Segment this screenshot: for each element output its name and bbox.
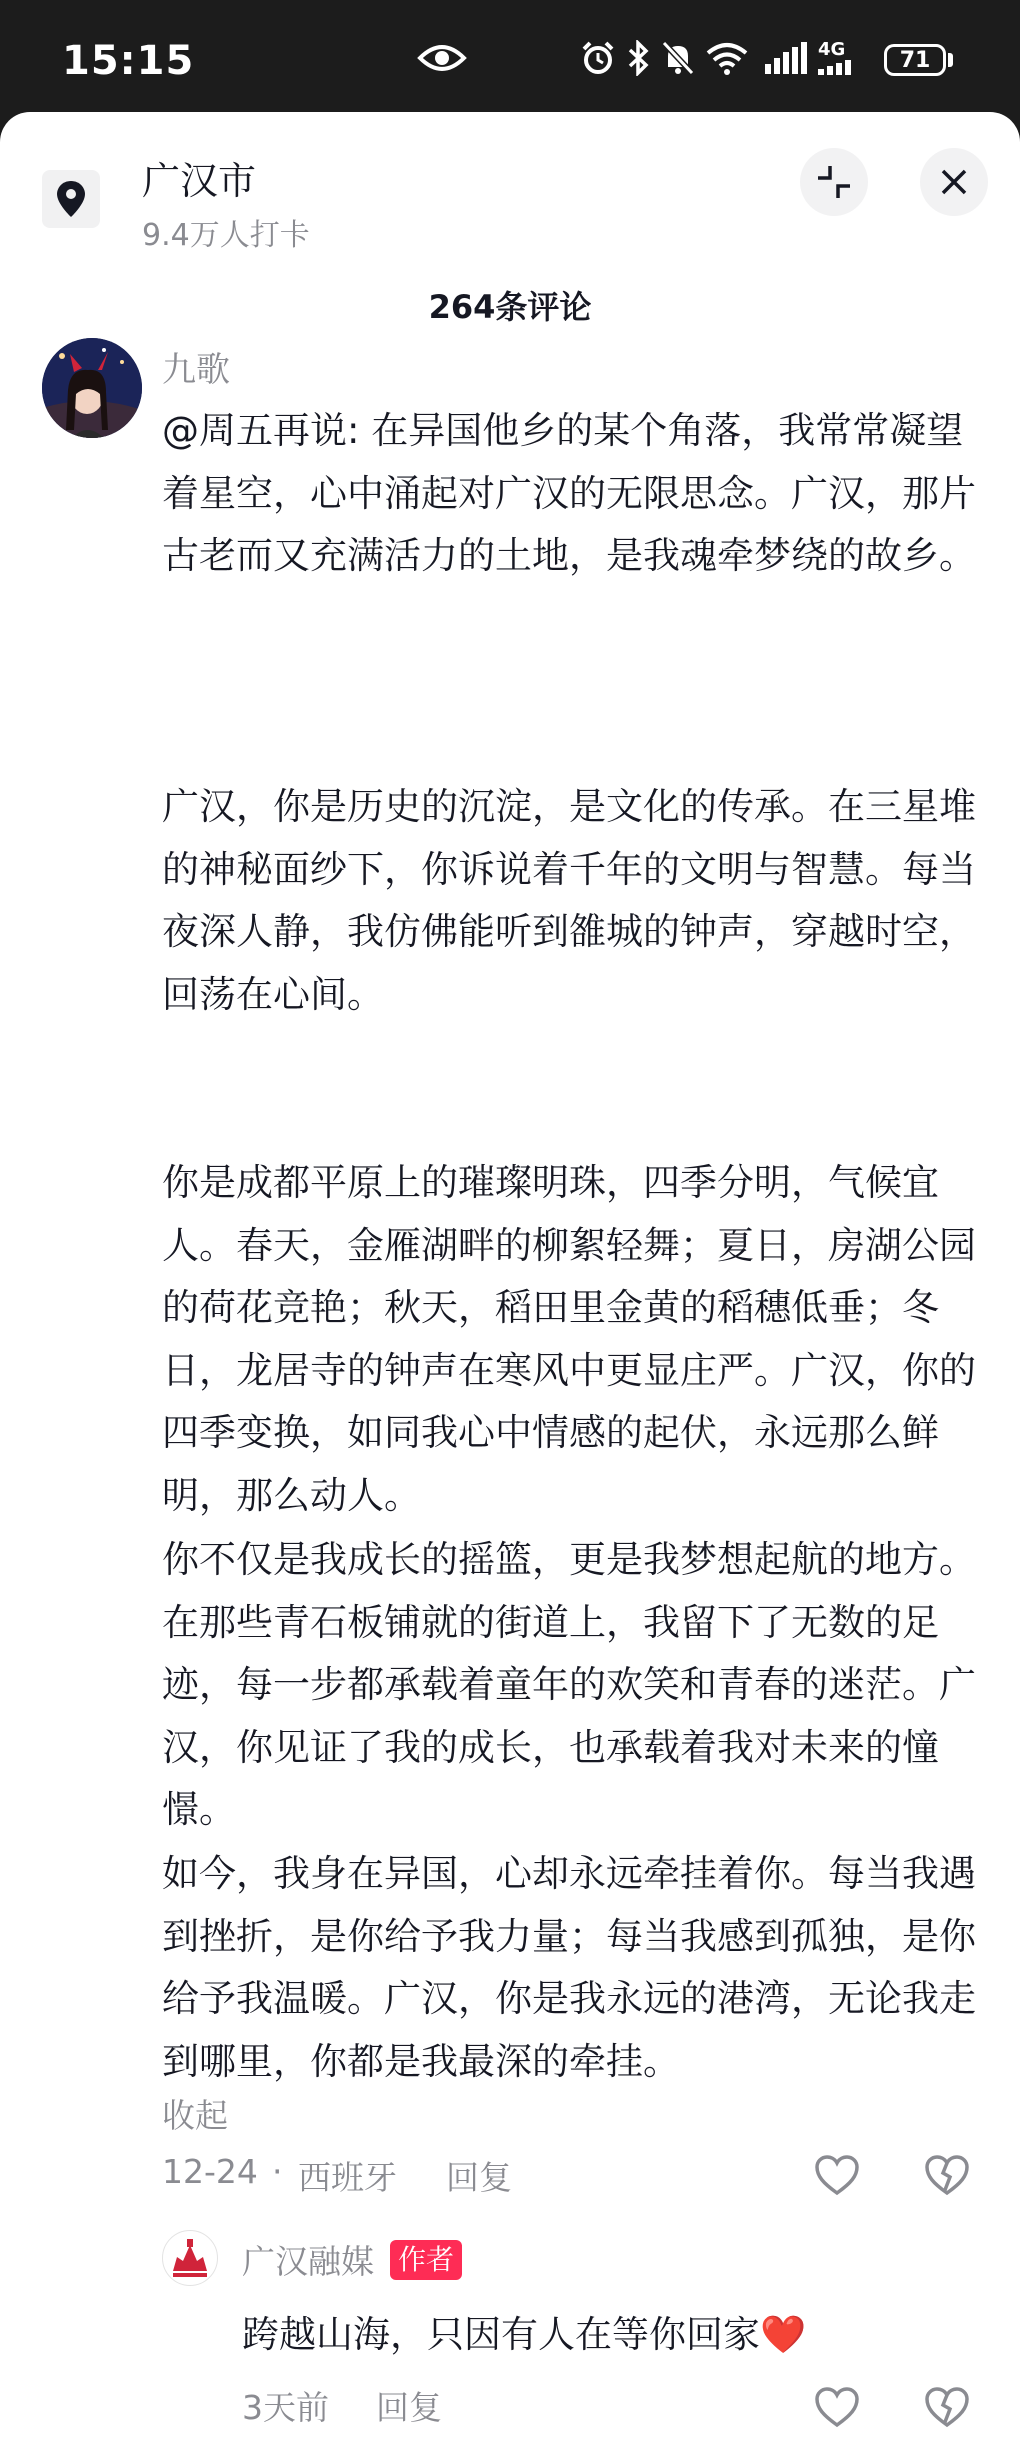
minimize-button[interactable] <box>800 148 868 216</box>
reply-username[interactable]: 广汉融媒 <box>242 2242 374 2281</box>
reply-time: 3天前 <box>242 2388 329 2427</box>
minimize-icon <box>814 162 854 202</box>
reply-reply-button[interactable]: 回复 <box>376 2388 442 2427</box>
reply-text <box>242 2304 806 2358</box>
author-badge: 作者 <box>390 2240 462 2280</box>
battery-tip <box>948 53 953 67</box>
bluetooth-icon <box>624 40 652 76</box>
meta-separator: · <box>272 2152 283 2191</box>
signal-icon <box>764 40 810 76</box>
heart-emoji: ❤️ <box>760 2313 807 2356</box>
comment-username[interactable]: 九歌 <box>162 350 230 390</box>
comment-count: 264条评论 <box>428 288 592 326</box>
reply-avatar[interactable] <box>162 2230 218 2286</box>
battery-level: 71 <box>899 47 931 73</box>
mute-icon <box>658 40 698 76</box>
dislike-icon[interactable] <box>922 2152 972 2198</box>
reply-dislike-icon[interactable] <box>922 2384 972 2430</box>
network-4g <box>818 40 866 76</box>
network-label: 4G <box>818 39 846 60</box>
close-button[interactable] <box>920 148 988 216</box>
wifi-icon <box>704 40 750 76</box>
avatar[interactable] <box>42 338 142 438</box>
collapse-button[interactable]: 收起 <box>162 2096 228 2135</box>
comment-date: 12-24 <box>162 2152 258 2191</box>
location-title[interactable]: 广汉市 <box>142 159 257 203</box>
reply-button[interactable]: 回复 <box>446 2158 512 2197</box>
reply-message: 跨越山海，只因有人在等你回家 <box>242 2313 760 2356</box>
comment-paragraph-1: @周五再说: 在异国他乡的某个角落，我常常凝望着星空，心中涌起对广汉的无限思念。广汉，那片古老而又充满活力的土地，是我魂牵梦绕的故乡。 <box>162 409 976 577</box>
comment-paragraph-2: 广汉，你是历史的沉淀，是文化的传承。在三星堆的神秘面纱下，你诉说着千年的文明与智慧。每当夜深人静，我仿佛能听到雒城的钟声，穿越时空，回荡在心间。 <box>162 785 976 1016</box>
comment-region: 西班牙 <box>298 2158 397 2197</box>
location-checkins: 9.4万人打卡 <box>142 218 310 253</box>
comment-paragraph-3: 你是成都平原上的璀璨明珠，四季分明，气候宜人。春天，金雁湖畔的柳絮轻舞；夏日，房湖公园的荷花竞艳；秋天，稻田里金黄的稻穗低垂；冬日，龙居寺的钟声在寒风中更显庄严。广汉，你的四季变换，如同我心中情感的起伏，永远那么鲜明，那么动人。 <box>162 1161 976 1517</box>
like-icon[interactable] <box>812 2152 862 2198</box>
comment-paragraph-4: 你不仅是我成长的摇篮，更是我梦想起航的地方。在那些青石板铺就的街道上，我留下了无数的足迹，每一步都承载着童年的欢笑和青春的迷茫。广汉，你见证了我的成长，也承载着我对未来的憧憬。 <box>162 1538 976 1831</box>
location-pin-icon[interactable] <box>42 170 100 228</box>
close-icon <box>939 167 969 197</box>
eye-icon <box>416 40 468 76</box>
alarm-icon <box>578 40 618 76</box>
battery-icon <box>884 44 946 76</box>
comments-sheet <box>0 112 1020 2457</box>
comment-paragraph-5: 如今，我身在异国，心却永远牵挂着你。每当我遇到挫折，是你给予我力量；每当我感到孤独，是你给予我温暖。广汉，你是我永远的港湾，无论我走到哪里，你都是我最深的牵挂。 <box>162 1852 976 2083</box>
status-time: 15:15 <box>62 38 195 84</box>
status-bar <box>0 0 1020 112</box>
reply-like-icon[interactable] <box>812 2384 862 2430</box>
